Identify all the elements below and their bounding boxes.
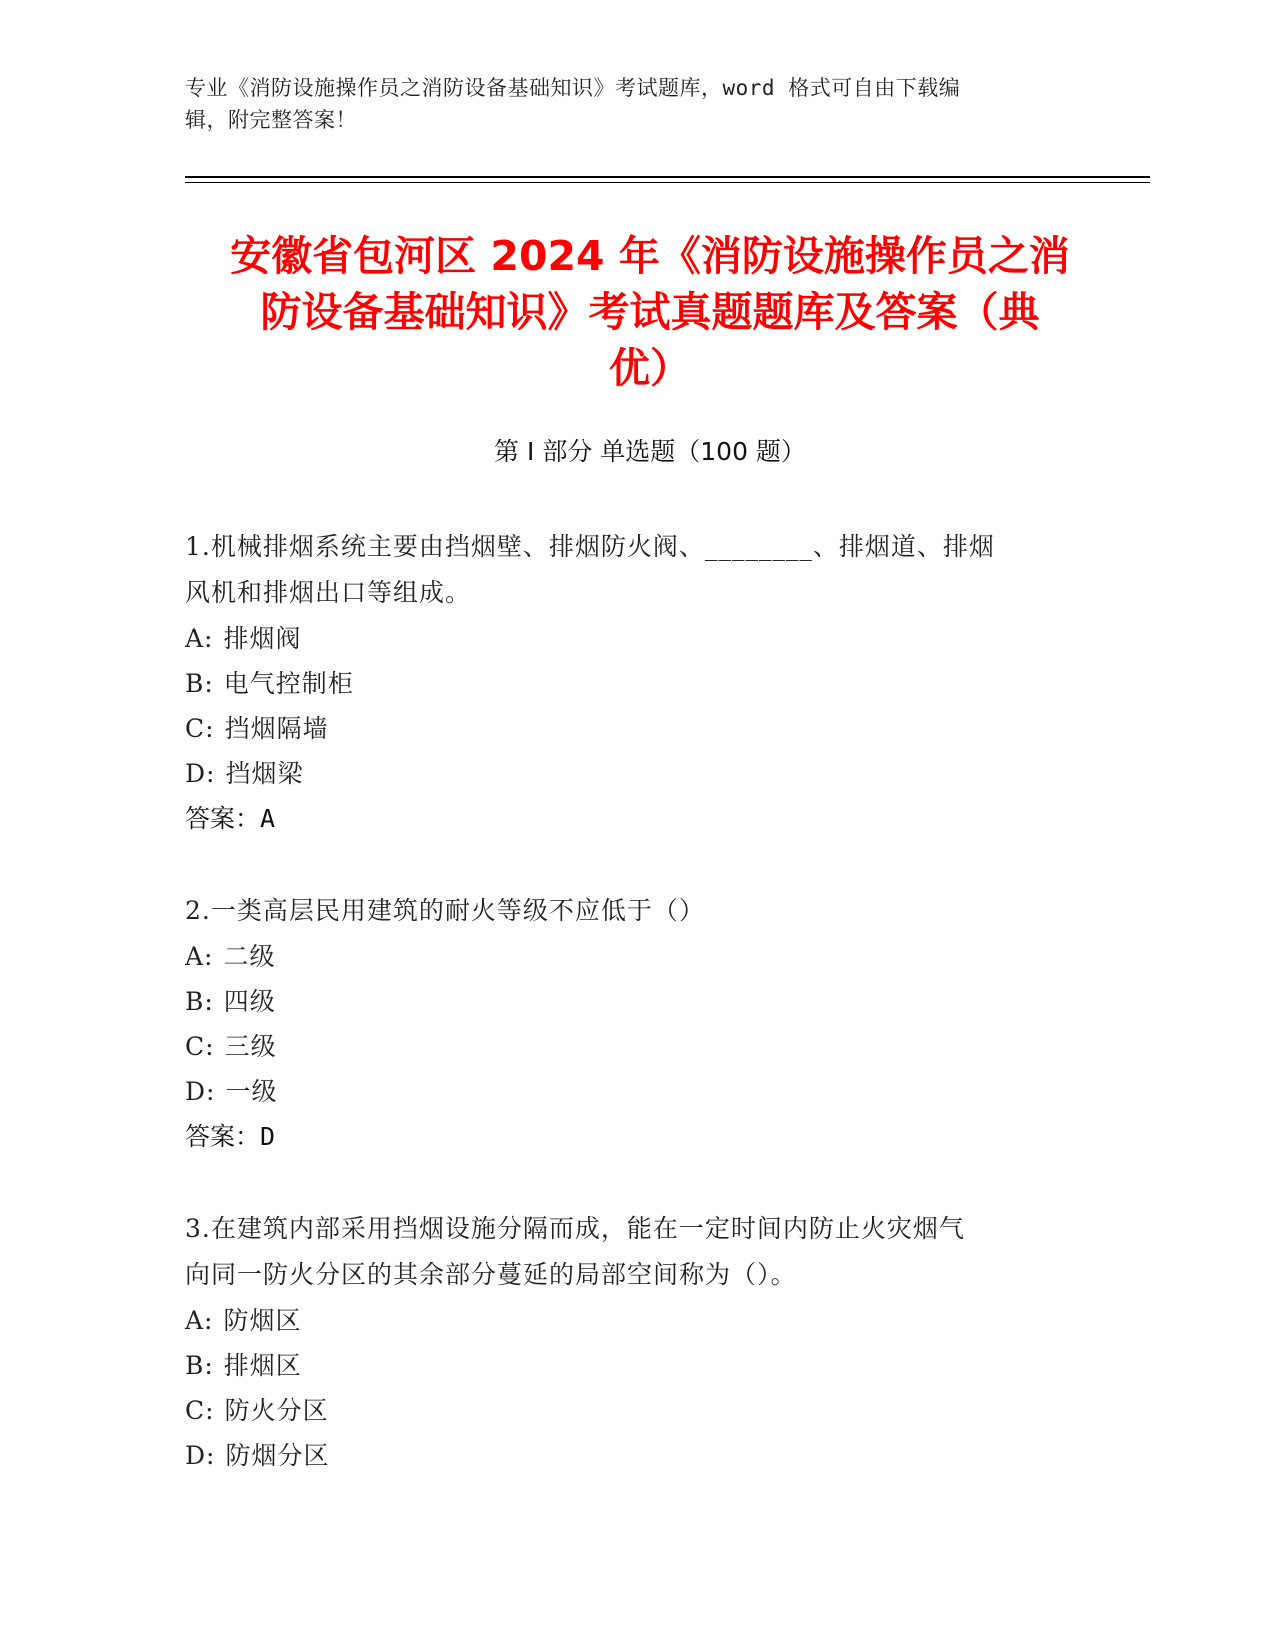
option-text: 挡烟梁 [225,759,304,788]
question-1 [185,524,1075,842]
answer-label: 答案： [185,1122,261,1151]
option-a [185,934,1075,979]
option-key: D: [185,759,216,788]
option-text: 防烟区 [223,1306,302,1335]
option-text: 排烟区 [223,1351,302,1380]
option-c [185,1024,1075,1069]
option-key: D: [185,1077,216,1106]
option-text: 二级 [223,942,276,971]
option-a [185,616,1075,661]
option-text: 防烟分区 [225,1441,330,1470]
option-text: 挡烟隔墙 [224,714,329,743]
question-2 [185,888,1075,1160]
question-stem [185,1206,1075,1298]
option-text: 电气控制柜 [223,669,354,698]
option-key: C: [185,1032,215,1061]
option-key: B: [185,1351,214,1380]
page-header [185,72,1075,136]
option-key: A: [185,1306,214,1335]
option-text: 排烟阀 [223,624,302,653]
answer-value: D [260,1122,276,1151]
header-line-1: 专业《消防设施操作员之消防设备基础知识》考试题库，word 格式可自由下载编 [185,76,961,100]
question-stem-line: 3.在建筑内部采用挡烟设施分隔而成，能在一定时间内防止火灾烟气 [185,1214,965,1243]
option-key: B: [185,987,214,1016]
option-b [185,661,1075,706]
answer-line [185,796,1075,842]
option-text: 一级 [225,1077,278,1106]
question-stem [185,524,1075,616]
document-title [150,228,1150,396]
option-c [185,706,1075,751]
question-stem-line: 1.机械排烟系统主要由挡烟壁、排烟防火阀、________、排烟道、排烟 [185,532,995,561]
option-b [185,1343,1075,1388]
title-line-1: 安徽省包河区 2024 年《消防设施操作员之消 [230,232,1070,280]
question-list [185,524,1075,1524]
option-key: A: [185,942,214,971]
answer-line [185,1114,1075,1160]
question-stem-line: 2.一类高层民用建筑的耐火等级不应低于（） [185,896,705,925]
title-line-2: 防设备基础知识》考试真题题库及答案（典 [260,288,1040,336]
option-text: 三级 [224,1032,277,1061]
title-line-3: 优） [609,344,691,392]
header-rule-thin [185,182,1150,183]
header-line-2: 辑，附完整答案！ [185,108,357,132]
option-text: 四级 [223,987,276,1016]
question-stem [185,888,1075,934]
section-title: 第 I 部分 单选题（100 题） [494,437,806,466]
option-c [185,1388,1075,1433]
answer-value: A [260,804,276,833]
option-key: D: [185,1441,216,1470]
option-key: B: [185,669,214,698]
answer-label: 答案： [185,804,261,833]
question-stem-line: 向同一防火分区的其余部分蔓延的局部空间称为（）。 [185,1260,797,1289]
option-b [185,979,1075,1024]
question-stem-line: 风机和排烟出口等组成。 [185,578,472,607]
option-key: C: [185,714,215,743]
option-a [185,1298,1075,1343]
header-rule-thick [185,176,1150,178]
option-d [185,751,1075,796]
option-key: C: [185,1396,215,1425]
option-d [185,1433,1075,1478]
option-key: A: [185,624,214,653]
option-text: 防火分区 [224,1396,329,1425]
question-3 [185,1206,1075,1478]
option-d [185,1069,1075,1114]
